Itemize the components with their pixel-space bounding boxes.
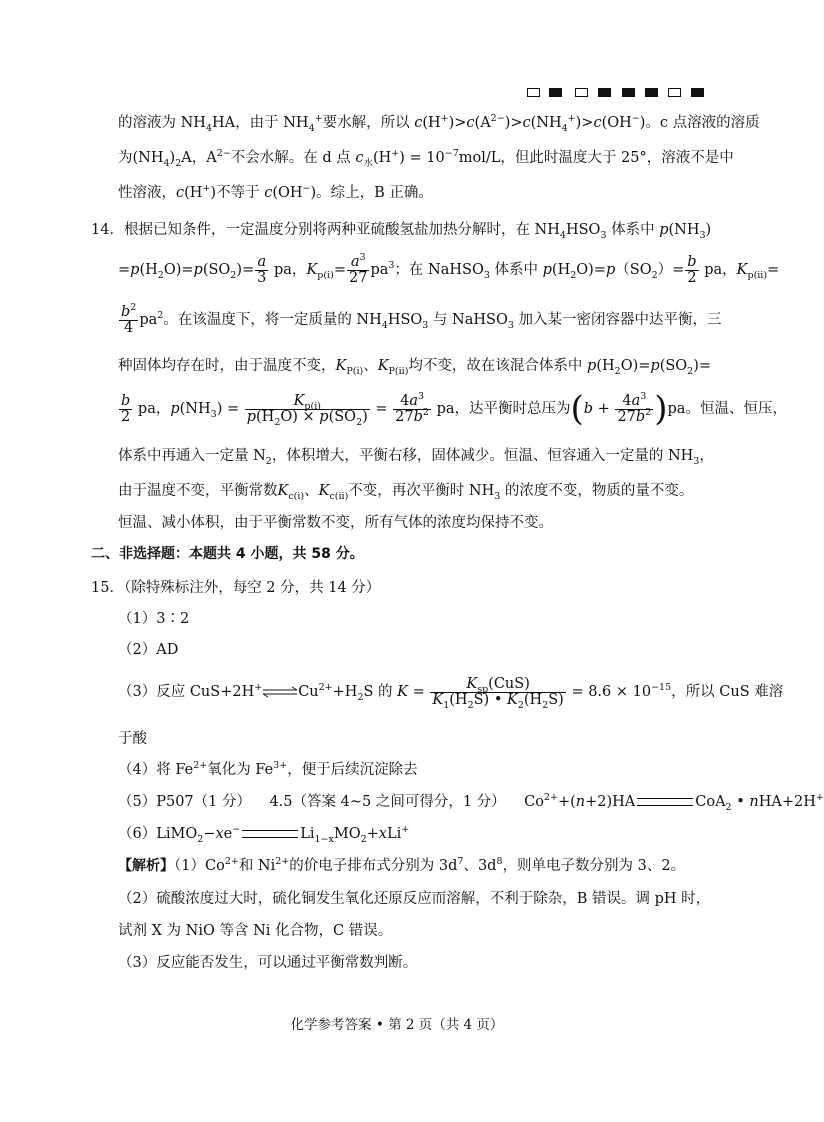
p15-head: 15．（除特殊标注外，每空 2 分，共 14 分）	[91, 580, 381, 596]
fraction: $\frac{4a^3}{27b^2}$	[617, 390, 652, 425]
header-mark-open	[527, 88, 540, 97]
p15-answer-3: （3）反应 CuS+2H+ $Cu^{2+}+H_2S$ 的 K = $\frac{K_{sp}(CuS)}{K_1(H_2S) • K_2(H_2S)}$ = $8.6 \times 10^{-15}$，所以 CuS 难溶	[118, 675, 784, 711]
p13-line-1: 的溶液为 $NH_4HA$，由于 $NH_4^+$要水解，所以 $c(H^+)>c(A^{2-})>c(NH_4^+)>c(OH^-)$。c 点溶液的溶质	[118, 113, 760, 134]
p15-answer-3-cont: 于酸	[118, 731, 147, 747]
fraction: $\frac{a^3}{27}$	[348, 251, 368, 286]
fraction: $\frac{b^2}{4}$	[121, 301, 137, 336]
p15-answer-5: （5）P507（1 分） 4.5（答案 4~5 之间可得分，1 分） $Co^{2+}+(n+2)HA$ CoA$_2$ • nHA+2H+	[118, 792, 824, 813]
equals-sign	[637, 798, 693, 806]
header-mark-filled	[645, 88, 658, 97]
fraction: $\frac{K_{p(i)}}{p(H_2O) \times p(SO_2)}$	[246, 392, 368, 428]
p15-explanation-2: （2）硫酸浓度过大时，硫化铜发生氧化还原反应而溶解，不利于除杂，B 错误。调 pH 时，	[118, 891, 711, 907]
header-mark-open	[668, 88, 681, 97]
header-mark-filled	[549, 88, 562, 97]
p14-line-7: 由于温度不变，平衡常数$K_{c(i)}$、$K_{c(ii)}$不变，再次平衡时 $NH_3$ 的浓度不变，物质的量不变。	[118, 483, 694, 502]
header-mark-filled	[691, 88, 704, 97]
fraction: $\frac{a}{3}$	[257, 253, 267, 286]
p14-line-3: $\frac{b^2}{4}$ $pa^2$。在该温度下，将一定质量的 $NH_4HSO_3$ 与 NaHSO$_3$ 加入某一密闭容器中达平衡，三	[121, 301, 722, 336]
fraction: $\frac{b}{2}$	[687, 253, 697, 286]
section-heading: 二、非选择题：本题共 4 小题，共 58 分。	[91, 546, 364, 562]
p14-line-5: $\frac{b}{2}$ pa，$p(NH_3)$ = $\frac{K_{p(i)}}{p(H_2O) \times p(SO_2)}$ = $\frac{4a^3}{27b^2}$ pa，达平衡时总压为(b + $\frac{4a^3}{27b^2}$ )pa。恒温、恒压，	[121, 389, 787, 429]
p14-line-2: $=p(H_2O)=p(SO_2)=$ $\frac{a}{3}$ pa，$K_{p(i)}=$ $\frac{a^3}{27}$ $pa^3$；在 NaHSO$_3$ 体系中 $p(H_2O)=p(SO_2)=$ $\frac{b}{2}$ pa，$K_{p(ii)}=$	[118, 251, 780, 286]
p15-answer-6: （6）LiMO$_2$−xe− $Li_{1-x}MO_2+xLi^+$	[118, 824, 410, 845]
p14-line-6: 体系中再通入一定量 $N_2$，体积增大，平衡右移，固体减少。恒温、恒容通入一定量的 $NH_3$，	[118, 448, 714, 467]
p14-line-8: 恒温、减小体积，由于平衡常数不变，所有气体的浓度均保持不变。	[118, 515, 553, 531]
p15-answer-4: （4）将 $Fe^{2+}$氧化为 $Fe^{3+}$，便于后续沉淀除去	[118, 760, 418, 778]
header-mark-filled	[598, 88, 611, 97]
fraction: $\frac{K_{sp}(CuS)}{K_1(H_2S) • K_2(H_2S)}$	[432, 675, 564, 711]
p14-line-1: 14．根据已知条件，一定温度分别将两种亚硫酸氢盐加热分解时，在 $NH_4HSO_3$ 体系中 $p(NH_3)$	[91, 222, 712, 241]
header-mark-open	[575, 88, 588, 97]
fraction: $\frac{4a^3}{27b^2}$	[395, 390, 429, 425]
header-mark-filled	[622, 88, 635, 97]
p13-line-3: 性溶液，c(H+)不等于 c(OH−)。综上，B 正确。	[118, 183, 433, 201]
page-footer: 化学参考答案 • 第 2 页（共 4 页）	[290, 1017, 504, 1033]
p15-explanation-1: 【解析】$(1)Co^{2+}$和 $Ni^{2+}$的价电子排布式分别为 $3d^7$、$3d^8$，则单电子数分别为 3、2。	[118, 856, 686, 874]
p15-explanation-2-cont: 试剂 X 为 NiO 等含 Ni 化合物，C 错误。	[118, 923, 393, 939]
equilibrium-arrow	[262, 686, 298, 698]
p15-answer-1: （1）3∶2	[118, 611, 190, 627]
p15-explanation-3: （3）反应能否发生，可以通过平衡常数判断。	[118, 955, 418, 971]
p14-line-4: 种固体均存在时，由于温度不变，$K_{P(i)}$、$K_{P(ii)}$均不变，故在该混合体系中 $p(H_2O)=p(SO_2)=$	[118, 358, 712, 377]
p15-answer-2: （2）AD	[118, 642, 179, 658]
equals-sign	[242, 830, 298, 838]
fraction: $\frac{b}{2}$	[121, 392, 131, 425]
p13-line-2: 为$(NH_4)_2A$，$A^{2-}$不会水解。在 d 点 $c_水(H^+) = 10^{-7}mol/L$，但此时温度大于 25°，溶液不是中	[118, 148, 734, 169]
